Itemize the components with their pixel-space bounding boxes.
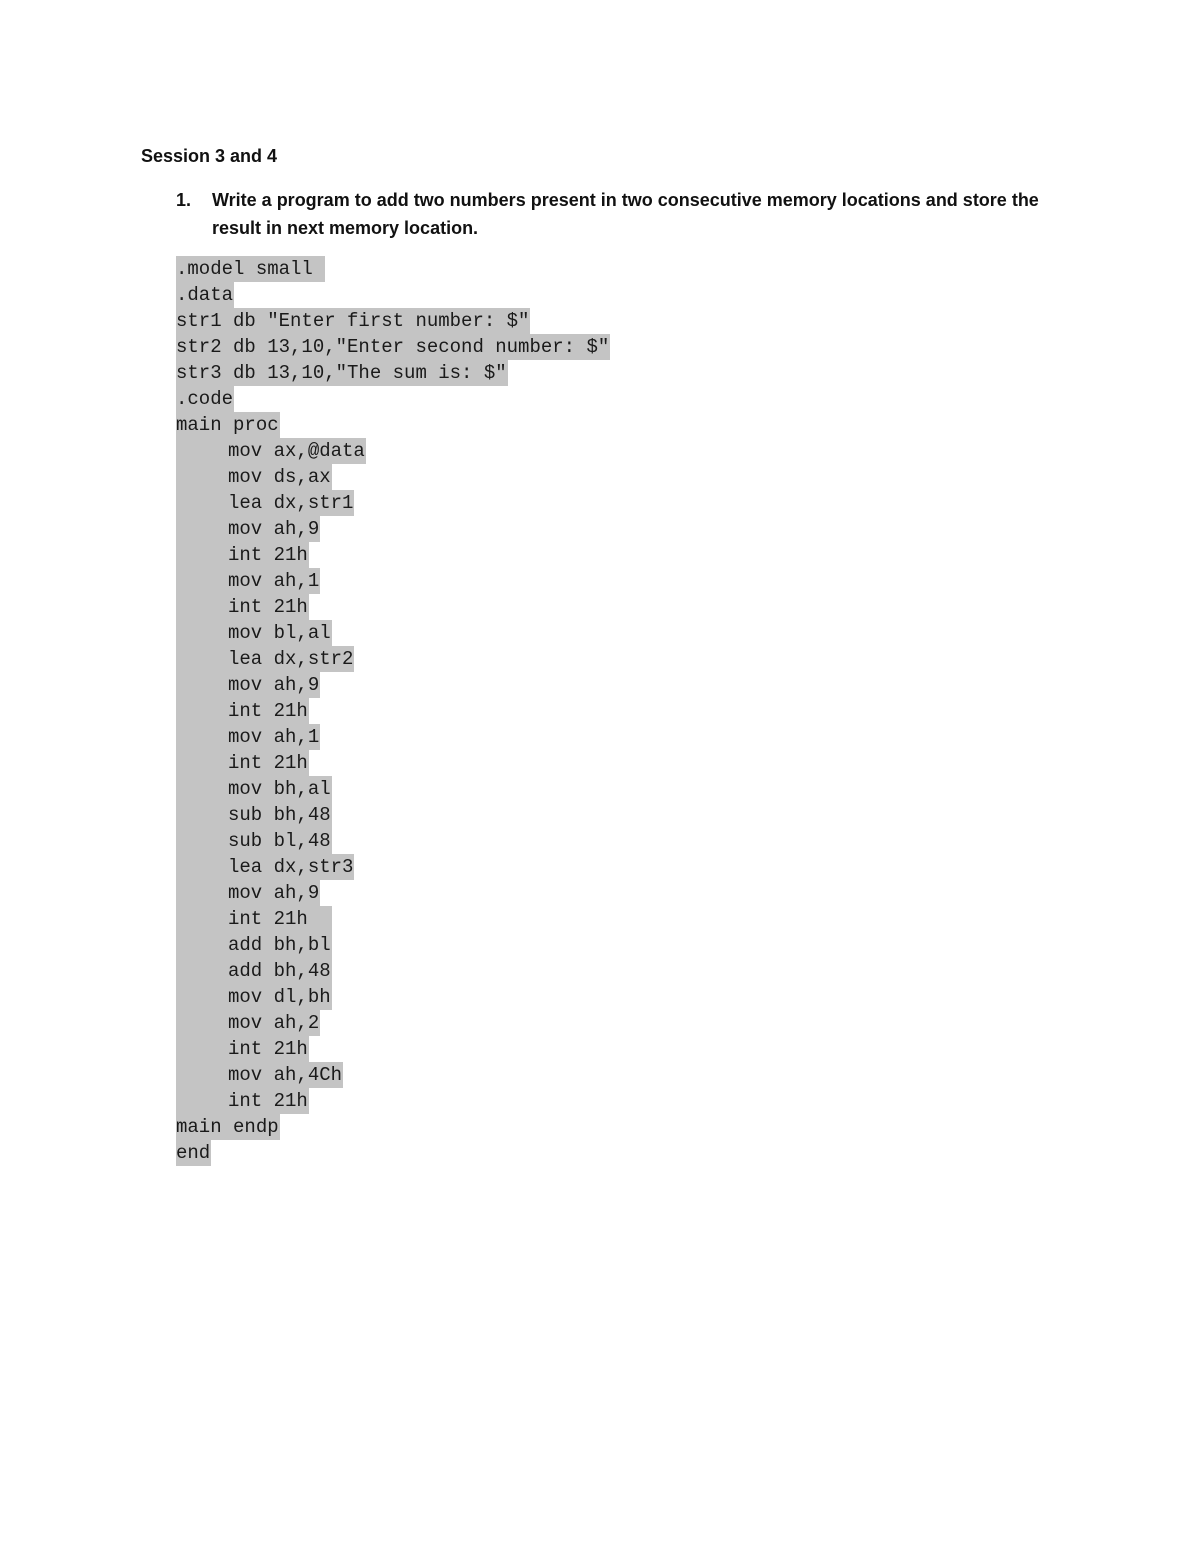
code-line [176, 724, 610, 750]
code-line-text: sub bh,48 [176, 802, 332, 828]
code-line-text: str3 db 13,10,"The sum is: $" [176, 362, 507, 384]
code-line [176, 984, 610, 1010]
code-line [176, 958, 610, 984]
code-line-text: end [176, 1142, 211, 1164]
code-line-text: mov ds,ax [176, 464, 332, 490]
code-line [176, 490, 610, 516]
code-line-text: .code [176, 388, 234, 410]
code-line-text: int 21h [176, 542, 309, 568]
code-line-text: sub bl,48 [176, 828, 332, 854]
code-line [176, 750, 610, 776]
code-block [176, 256, 610, 1166]
question-text: Write a program to add two numbers present in two consecutive memory locations and store the result in next memory location. [212, 190, 1039, 238]
code-line-text: .data [176, 284, 234, 306]
code-line-text: mov dl,bh [176, 984, 332, 1010]
code-line-text: int 21h [176, 1036, 309, 1062]
code-line [176, 880, 610, 906]
code-line-text: main proc [176, 414, 279, 436]
code-line-text: mov ah,9 [176, 880, 320, 906]
code-line [176, 1140, 610, 1166]
code-line [176, 698, 610, 724]
code-line [176, 464, 610, 490]
code-line-text: lea dx,str3 [176, 854, 354, 880]
code-line [176, 516, 610, 542]
code-line [176, 1062, 610, 1088]
code-line [176, 906, 610, 932]
code-line-text: lea dx,str2 [176, 646, 354, 672]
code-line [176, 1036, 610, 1062]
code-line-text: main endp [176, 1116, 279, 1138]
code-line [176, 568, 610, 594]
code-line [176, 256, 610, 282]
code-line [176, 776, 610, 802]
code-line-text: str2 db 13,10,"Enter second number: $" [176, 336, 610, 358]
code-line-text: int 21h [176, 594, 309, 620]
page-heading: Session 3 and 4 [141, 146, 278, 166]
code-line [176, 672, 610, 698]
question-item [176, 186, 1076, 242]
code-line-text: mov ah,1 [176, 724, 320, 750]
code-line [176, 828, 610, 854]
code-line-text: mov ah,9 [176, 672, 320, 698]
code-line [176, 308, 610, 334]
code-line-text: int 21h [176, 906, 332, 932]
code-line [176, 282, 610, 308]
code-line [176, 542, 610, 568]
code-line [176, 1114, 610, 1140]
code-line-text: mov ah,1 [176, 568, 320, 594]
code-line-text: lea dx,str1 [176, 490, 354, 516]
code-line-text: .model small [176, 258, 325, 280]
code-line-text: int 21h [176, 750, 309, 776]
code-line-text: str1 db "Enter first number: $" [176, 310, 530, 332]
code-line-text: mov ah,4Ch [176, 1062, 343, 1088]
code-line [176, 620, 610, 646]
code-line-text: add bh,bl [176, 932, 332, 958]
code-line [176, 1088, 610, 1114]
code-line [176, 594, 610, 620]
code-line-text: int 21h [176, 698, 309, 724]
code-line [176, 360, 610, 386]
code-line-text: int 21h [176, 1088, 309, 1114]
code-line-text: mov ah,2 [176, 1010, 320, 1036]
code-line-text: mov bl,al [176, 620, 332, 646]
code-line [176, 854, 610, 880]
code-line [176, 438, 610, 464]
code-line [176, 334, 610, 360]
code-line [176, 802, 610, 828]
code-line [176, 932, 610, 958]
code-line [176, 412, 610, 438]
question-number: 1. [176, 190, 192, 210]
code-line [176, 386, 610, 412]
code-line-text: mov ah,9 [176, 516, 320, 542]
code-line [176, 1010, 610, 1036]
code-line-text: add bh,48 [176, 958, 332, 984]
code-line-text: mov bh,al [176, 776, 332, 802]
code-line-text: mov ax,@data [176, 438, 366, 464]
code-line [176, 646, 610, 672]
